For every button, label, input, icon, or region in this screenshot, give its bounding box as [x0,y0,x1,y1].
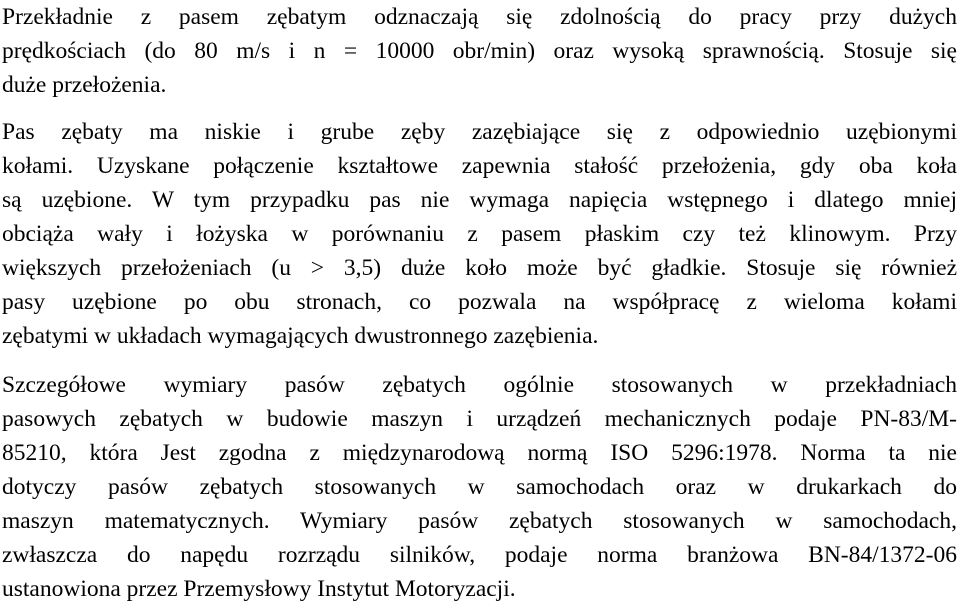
text-line: prędkościach (do 80 m/s i n = 10000 obr/min) oraz wysoką sprawnością. Stosuje się [2,38,957,64]
paragraph-spacer [2,102,957,115]
text-line: są uzębione. W tym przypadku pas nie wymaga napięcia wstępnego i dlatego mniej [2,187,957,213]
text-line: pasy uzębione po obu stronach, co pozwala na współpracę z wieloma kołami [2,289,957,315]
paragraph-standards [2,368,957,601]
text-line: Szczegółowe wymiary pasów zębatych ogólnie stosowanych w przekładniach [2,372,957,398]
paragraph-intro [2,0,957,102]
text-line: maszyn matematycznych. Wymiary pasów zębatych stosowanych w samochodach, [2,508,957,534]
text-line: obciąża wały i łożyska w porównaniu z pasem płaskim czy też klinowym. Przy [2,221,957,247]
paragraph-spacer [2,353,957,368]
text-line: 85210, która Jest zgodna z międzynarodową normą ISO 5296:1978. Norma ta nie [2,440,957,466]
text-line: zwłaszcza do napędu rozrządu silników, podaje norma branżowa BN-84/1372-06 [2,542,957,568]
text-line: Przekładnie z pasem zębatym odznaczają się zdolnością do pracy przy dużych [2,4,957,30]
document-page [2,0,957,601]
text-line: Pas zębaty ma niskie i grube zęby zazębiające się z odpowiednio uzębionymi [2,119,957,145]
text-line: duże przełożenia. [2,72,167,98]
text-line: zębatymi w układach wymagających dwustronnego zazębienia. [2,323,599,349]
text-line: większych przełożeniach (u > 3,5) duże koło może być gładkie. Stosuje się również [2,255,957,281]
paragraph-toothed-belt [2,115,957,353]
text-line: pasowych zębatych w budowie maszyn i urządzeń mechanicznych podaje PN-83/M- [2,406,957,432]
text-line: dotyczy pasów zębatych stosowanych w samochodach oraz w drukarkach do [2,474,957,500]
text-line: ustanowiona przez Przemysłowy Instytut Motoryzacji. [2,576,516,601]
text-line: kołami. Uzyskane połączenie kształtowe zapewnia stałość przełożenia, gdy oba koła [2,153,957,179]
